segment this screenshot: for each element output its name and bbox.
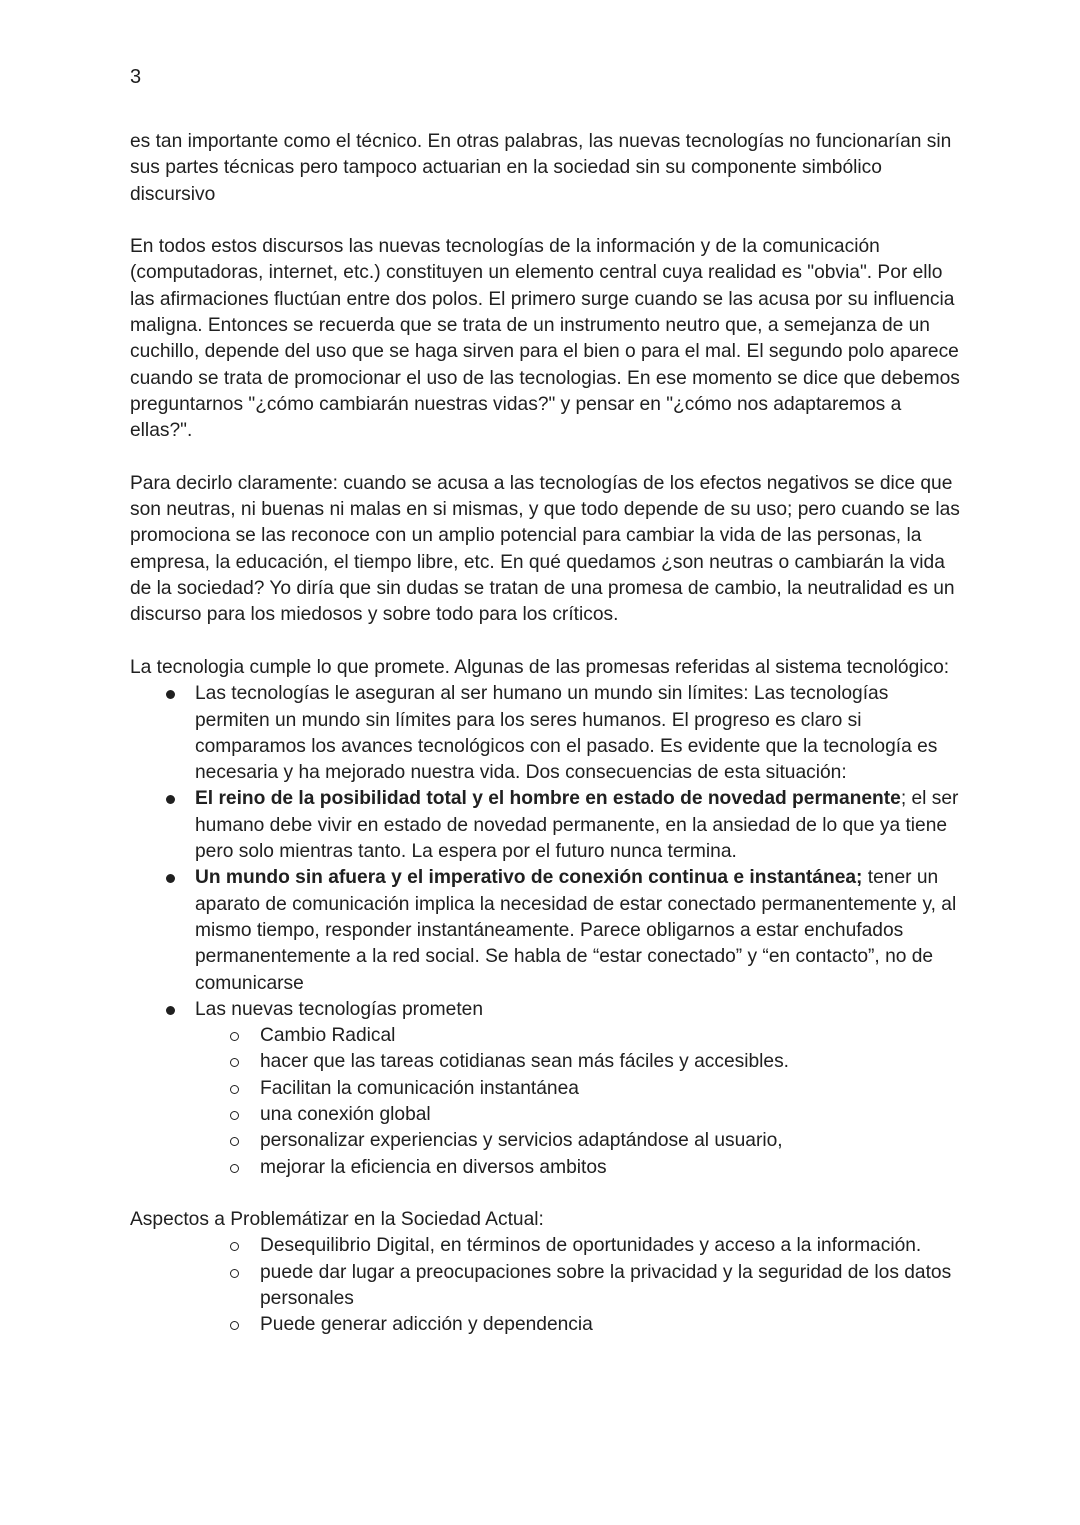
sublist-item <box>195 1102 960 1128</box>
list-item <box>130 865 960 996</box>
sublist-item <box>195 1155 960 1181</box>
problems-heading: Aspectos a Problemátizar en la Sociedad Actual: <box>130 1209 544 1231</box>
bullet-icon <box>166 795 175 804</box>
hollow-bullet-icon <box>230 1137 239 1146</box>
bullet-icon <box>166 690 175 699</box>
hollow-bullet-icon <box>230 1111 239 1120</box>
item-text: Las tecnologías le aseguran al ser humano un mundo sin límites: Las tecnologías permiten un mundo sin límites para los seres humanos. El progreso es claro si comparamos los avances tecnológicos con el pasado. Es evidente que la tecnología es necesaria y ha mejorado nuestra vida. Dos consecuencias de esta situación: <box>195 683 938 784</box>
sublist-item-text: hacer que las tareas cotidianas sean más fáciles y accesibles. <box>260 1051 789 1073</box>
item-bold: El reino de la posibilidad total y el hombre en estado de novedad permanente <box>195 788 901 810</box>
problems-list <box>130 1233 960 1338</box>
sublist-item <box>195 1049 960 1075</box>
list-item <box>130 786 960 865</box>
sublist-item-text: Cambio Radical <box>260 1025 396 1047</box>
sublist-item <box>195 1076 960 1102</box>
paragraph: es tan importante como el técnico. En otras palabras, las nuevas tecnologías no funcionarían sin sus partes técnicas pero tampoco actuarian en la sociedad sin su componente simbólico discursivo <box>130 131 952 205</box>
problem-text: Desequilibrio Digital, en términos de oportunidades y acceso a la información. <box>260 1235 922 1257</box>
page-number: 3 <box>130 66 142 88</box>
hollow-bullet-icon <box>230 1321 239 1330</box>
promises-list <box>130 681 960 1181</box>
hollow-bullet-icon <box>230 1242 239 1251</box>
sublist-item-text: Facilitan la comunicación instantánea <box>260 1077 579 1099</box>
hollow-bullet-icon <box>230 1164 239 1173</box>
sublist-item-text: mejorar la eficiencia en diversos ambitos <box>260 1156 607 1178</box>
sublist-item-text: personalizar experiencias y servicios adaptándose al usuario, <box>260 1130 783 1152</box>
hollow-bullet-icon <box>230 1032 239 1041</box>
sublist-item <box>195 1128 960 1154</box>
item-text: tener un aparato de comunicación implica la necesidad de estar conectado permanentemente y, al mismo tiempo, responder instantáneamente. Parece obligarnos a estar enchufados permanentemente a la red social. Se habla de “estar conectado” y “en contacto”, no de comunicarse <box>195 867 957 994</box>
spacer <box>130 1181 960 1207</box>
problem-text: puede dar lugar a preocupaciones sobre la privacidad y la seguridad de los datos personales <box>260 1261 952 1310</box>
promises-intro: La tecnologia cumple lo que promete. Algunas de las promesas referidas al sistema tecnológico: <box>130 656 950 678</box>
hollow-bullet-icon <box>230 1058 239 1067</box>
document-body <box>130 129 960 1339</box>
sublist-item-text: una conexión global <box>260 1103 431 1125</box>
problem-text: Puede generar adicción y dependencia <box>260 1314 593 1336</box>
problem-item <box>130 1312 960 1338</box>
list-item <box>130 997 960 1181</box>
promises-sublist <box>195 1023 960 1181</box>
sublist-item <box>195 1023 960 1049</box>
hollow-bullet-icon <box>230 1085 239 1094</box>
problem-item <box>130 1260 960 1313</box>
bullet-icon <box>166 1006 175 1015</box>
problem-item <box>130 1233 960 1259</box>
item-text: ; el ser humano debe vivir en estado de novedad permanente, en la ansiedad de lo que ya tiene pero solo mientras tanto. La espera por el futuro nunca termina. <box>195 788 959 863</box>
list-item <box>130 681 960 786</box>
paragraph: Para decirlo claramente: cuando se acusa a las tecnologías de los efectos negativos se dice que son neutras, ni buenas ni malas en si mismas, y que todo depende de su uso; pero cuando se las promociona se las reconoce con un amplio potencial para cambiar la vida de las personas, la empresa, la educación, el tiempo libre, etc. En qué quedamos ¿son neutras o cambiarán la vida de la sociedad? Yo diría que sin dudas se tratan de una promesa de cambio, la neutralidad es un discurso para los miedosos y sobre todo para los críticos. <box>130 472 960 626</box>
bullet-icon <box>166 874 175 883</box>
item-bold: Un mundo sin afuera y el imperativo de conexión continua e instantánea; <box>195 867 863 889</box>
paragraph: En todos estos discursos las nuevas tecnologías de la información y de la comunicación (computadoras, internet, etc.) constituyen un elemento central cuya realidad es "obvia". Por ello las afirmaciones fluctúan entre dos polos. El primero surge cuando se las acusa por su influencia maligna. Entonces se recuerda que se trata de un instrumento neutro que, a semejanza de un cuchillo, depende del uso que se haga sirven para el bien o para el mal. El segundo polo aparece cuando se trata de promocionar el uso de las tecnologias. En ese momento se dice que debemos preguntarnos "¿cómo cambiarán nuestras vidas?" y pensar en "¿cómo nos adaptaremos a ellas?". <box>130 236 960 442</box>
hollow-bullet-icon <box>230 1269 239 1278</box>
item-text: Las nuevas tecnologías prometen <box>195 998 483 1020</box>
